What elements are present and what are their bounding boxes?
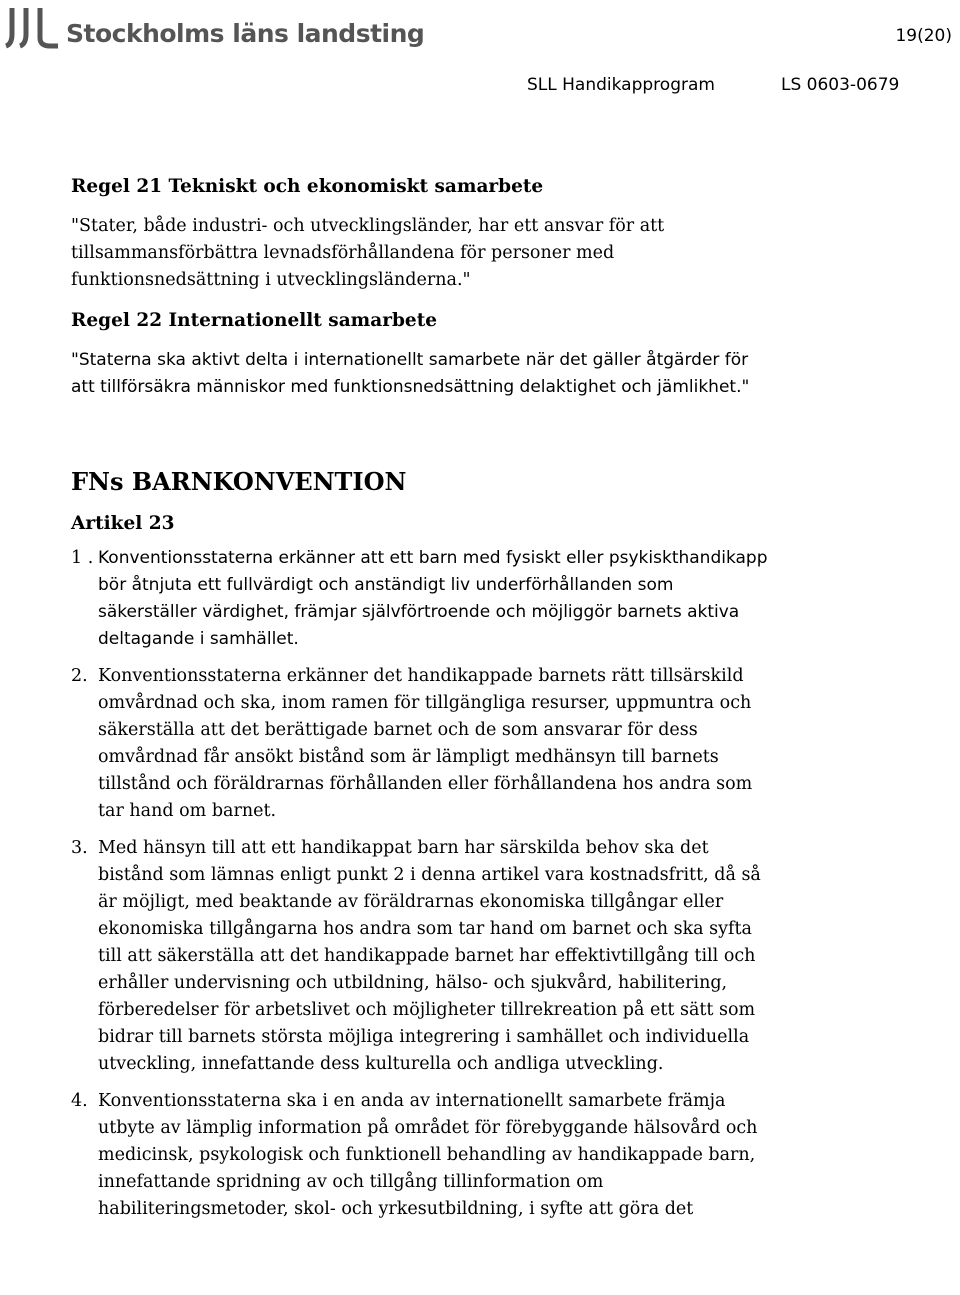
article-items <box>71 545 771 1223</box>
sll-logo-icon <box>4 6 60 50</box>
rule-21-heading: Regel 21 Tekniskt och ekonomiskt samarbete <box>71 176 544 197</box>
item-text: Konventionsstaterna ska i en anda av internationellt samarbete främja utbyte av lämplig information på området för förebyggande hälsovård och medicinsk, psykologisk och funktionell behandling av handikappade barn, innefattande spridning av och tillgång tillinformation om habiliteringsmetoder, skol- och yrkesutbildning, i syfte att göra det <box>98 1091 758 1219</box>
item-number: 4. <box>71 1091 88 1111</box>
document-id: LS 0603-0679 <box>781 75 900 95</box>
article-heading: Artikel 23 <box>71 513 175 534</box>
page-number: 19(20) <box>895 26 952 46</box>
document-body <box>71 174 771 1233</box>
rule-22-text: "Staterna ska aktivt delta i internationellt samarbete när det gäller åtgärder för att tillförsäkra människor med funktionsnedsättning delaktighet och jämlikhet." <box>71 350 750 397</box>
logo-text: Stockholms läns landsting <box>66 19 425 48</box>
rule-22-heading: Regel 22 Internationellt samarbete <box>71 310 438 331</box>
document-name: SLL Handikapprogram <box>527 75 715 95</box>
list-item <box>71 835 771 1078</box>
item-number: 2. <box>71 666 88 686</box>
list-item <box>71 663 771 825</box>
item-text: Konventionsstaterna erkänner att ett barn med fysiskt eller psykiskthandikapp bör åtnjuta ett fullvärdigt och anständigt liv underförhållanden som säkerställer värdighet, främjar självförtroende och möjliggör barnets aktiva deltagande i samhället. <box>98 548 768 649</box>
list-item <box>71 1088 771 1223</box>
item-text: Konventionsstaterna erkänner det handikappade barnets rätt tillsärskild omvårdnad och ska, inom ramen för tillgängliga resurser, uppmuntra och säkerställa att det berättigade barnet och de som ansvarar för dess omvårdnad får ansökt bistånd som är lämpligt medhänsyn till barnets tillstånd och föräldrarnas förhållanden eller förhållandena hos andra som tar hand om barnet. <box>98 666 753 821</box>
list-item <box>71 545 771 653</box>
convention-heading: FNs BARNKONVENTION <box>71 467 407 496</box>
header-logo <box>4 4 424 50</box>
item-text: Med hänsyn till att ett handikappat barn har särskilda behov ska det bistånd som lämnas enligt punkt 2 i denna artikel vara kostnadsfritt, då så är möjligt, med beaktande av föräldrarnas ekonomiska tillgångar eller ekonomiska tillgångarna hos andra som tar hand om barnet och ska syfta till att säkerställa att det handikappade barnet har effektivtillgång till och erhåller undervisning och utbildning, hälso- och sjukvård, habilitering, förberedelser för arbetslivet och möjligheter tillrekreation på ett sätt som bidrar till barnets största möjliga integrering i samhället och individuella utveckling, innefattande dess kulturella och andliga utveckling. <box>98 838 761 1074</box>
rule-21-text: "Stater, både industri- och utvecklingsländer, har ett ansvar för att tillsammansförbättra levnadsförhållandena för personer med funktionsnedsättning i utvecklingsländerna." <box>71 216 665 290</box>
item-number: 3. <box>71 838 88 858</box>
item-number: 1 . <box>71 548 94 568</box>
